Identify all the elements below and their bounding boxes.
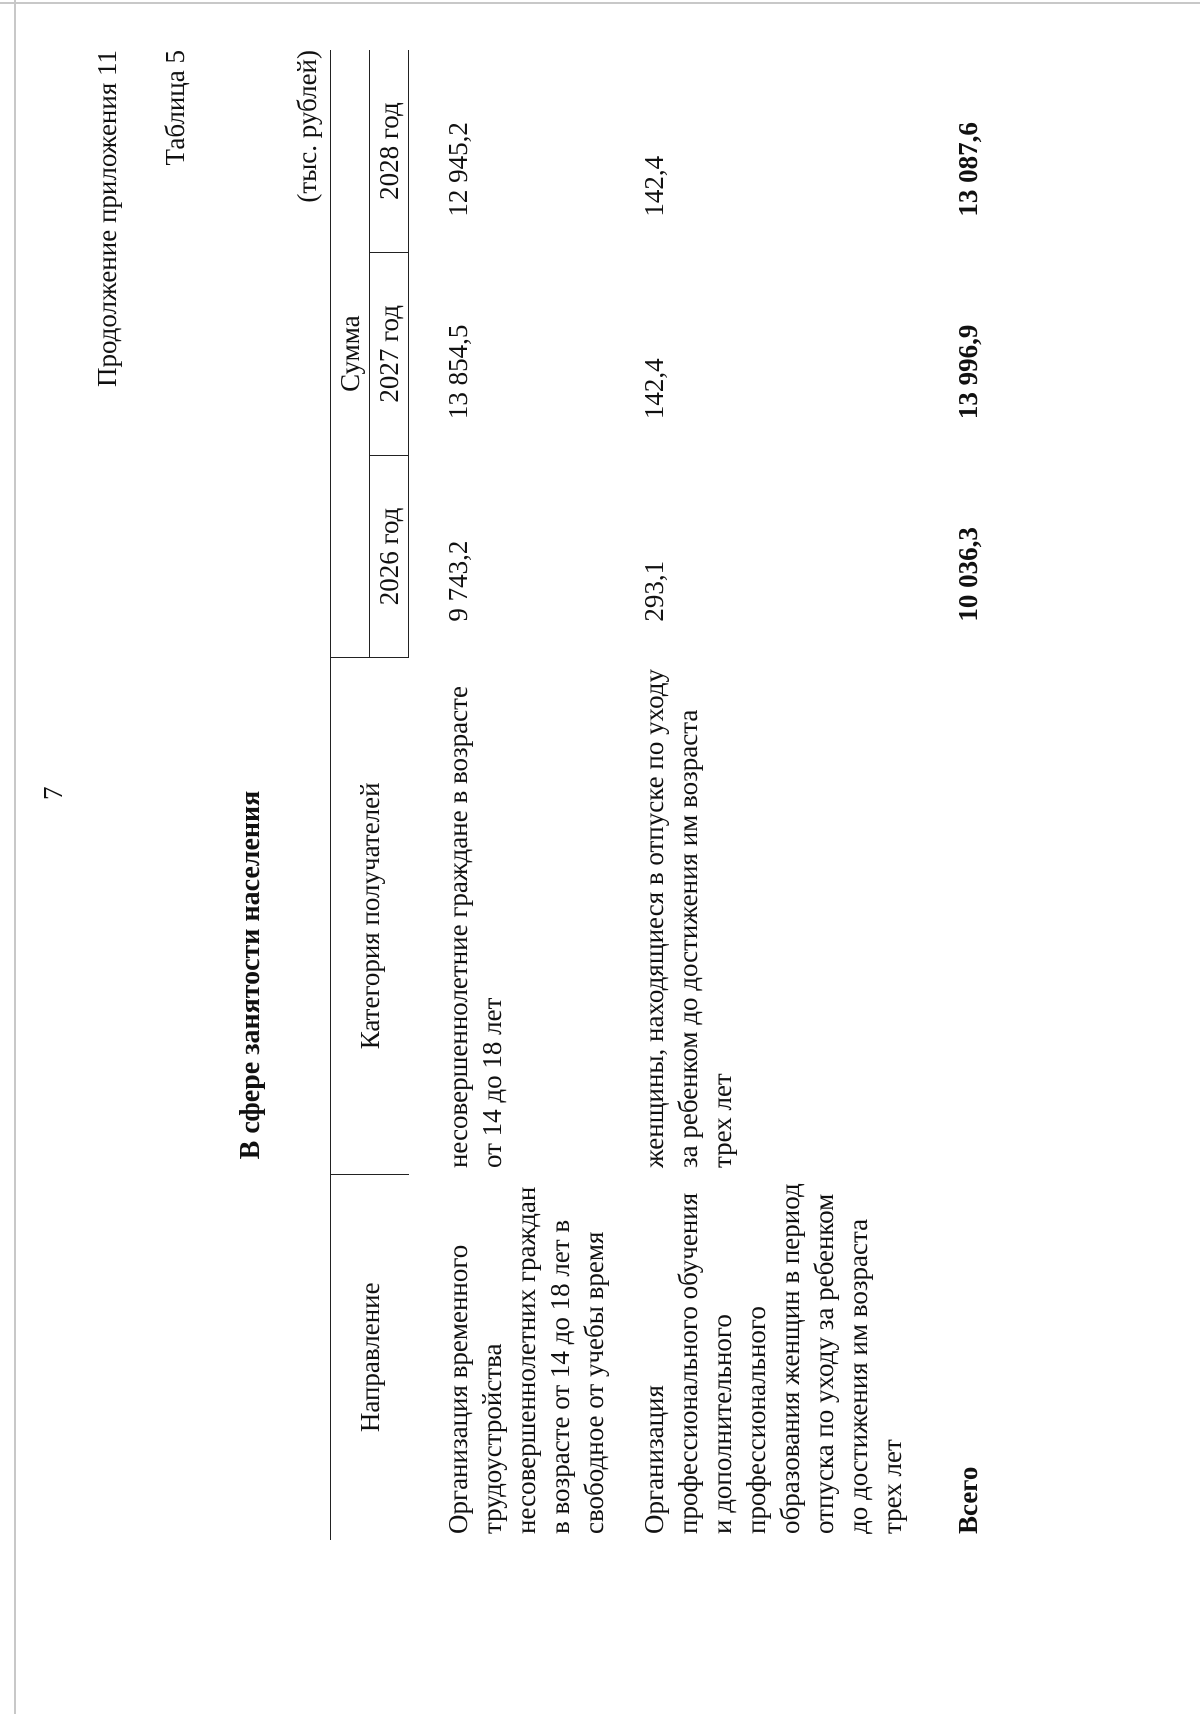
- scan-edge-top: [0, 2, 1200, 4]
- table-title: В сфере занятости населения: [235, 790, 266, 1160]
- header-direction: Направление: [331, 1174, 409, 1540]
- row-value-2028: 12 945,2: [443, 122, 473, 217]
- header-category: Категория получателей: [331, 658, 409, 1174]
- appendix-note: Продолжение приложения 11: [92, 50, 122, 388]
- total-label: Всего: [952, 1466, 983, 1534]
- table-row: [611, 50, 909, 1540]
- header-year-2028: 2028 год: [370, 50, 409, 253]
- units-note: (тыс. рублей): [292, 50, 322, 203]
- row-value-2027: 13 854,5: [443, 324, 473, 420]
- row-direction: Организация временного трудоустройства несовершеннолетних граждан в возрасте от 14 до 18 лет в свободное от учебы время: [442, 1186, 609, 1534]
- header-sum: Сумма: [331, 50, 370, 658]
- row-direction: Организация профессионального обучения и дополнительного профессионального образования женщин в период отпуска по уходу за ребенком до достижения им возраста трех лет: [638, 1183, 907, 1534]
- page-number: 7: [38, 786, 68, 800]
- row-value-2027: 142,4: [638, 358, 669, 420]
- table-number: Таблица 5: [160, 50, 190, 166]
- row-value-2026: 9 743,2: [443, 540, 473, 622]
- row-value-2028: 142,4: [638, 155, 669, 217]
- total-value-2026: 10 036,3: [952, 527, 983, 622]
- row-value-2026: 293,1: [638, 560, 669, 622]
- data-table: [330, 50, 985, 1540]
- row-category: несовершеннолетние граждане в возрасте от 14 до 18 лет: [442, 686, 507, 1169]
- rotated-content: [30, 10, 1090, 1650]
- header-year-2026: 2026 год: [370, 455, 409, 658]
- total-value-2027: 13 996,9: [952, 324, 983, 420]
- row-category: женщины, находящиеся в отпуске по уходу за ребенком до достижения им возраста трех лет: [638, 668, 737, 1169]
- total-row: [909, 50, 985, 1540]
- header-year-2027: 2027 год: [370, 253, 409, 456]
- total-value-2028: 13 087,6: [952, 122, 983, 217]
- scan-edge-left: [14, 0, 16, 1714]
- table-row: [409, 50, 611, 1540]
- total-empty-cell: [909, 658, 985, 1174]
